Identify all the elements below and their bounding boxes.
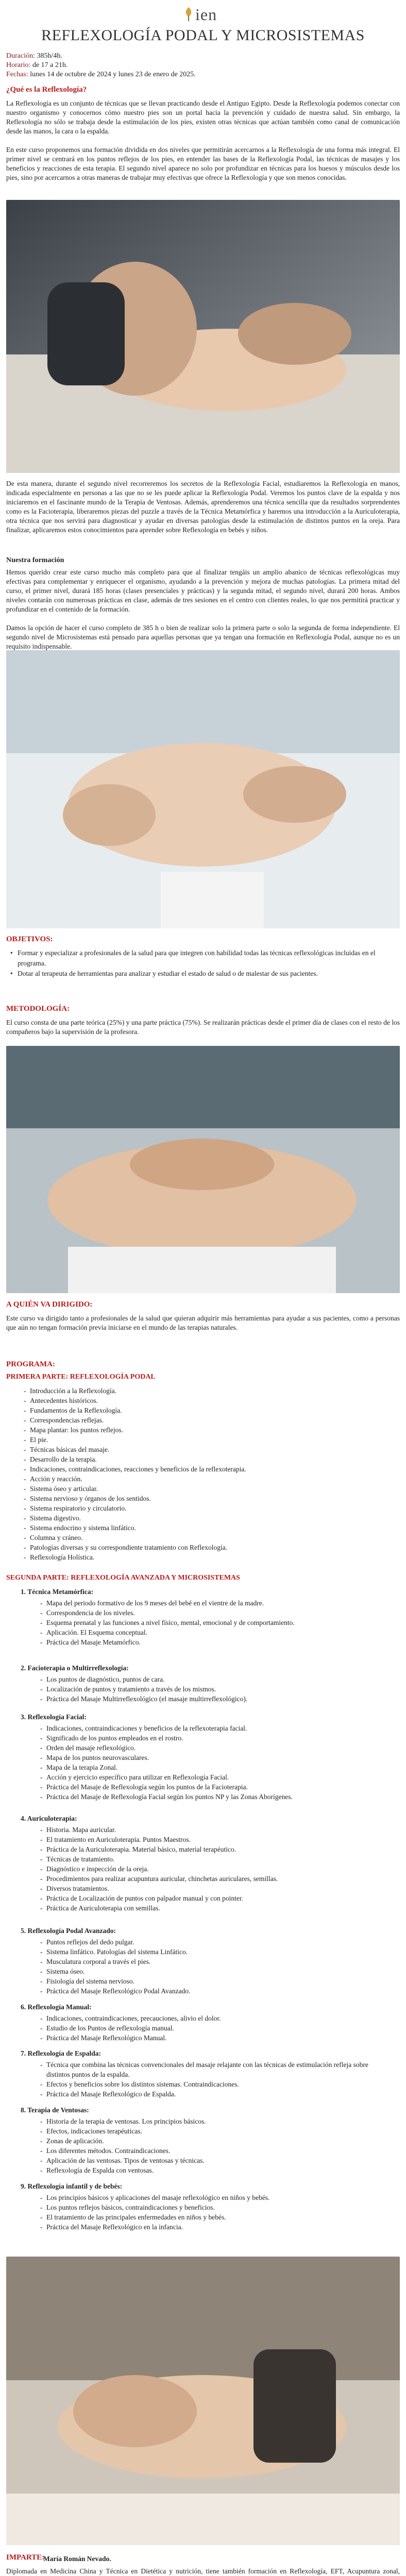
module-item: - Historia. Mapa auricular. [37, 1825, 393, 1835]
module-item: - Aplicación. El Esquema conceptual. [37, 1628, 393, 1637]
dirigido-title: A QUIÉN VA DIRIGIDO: [6, 1300, 93, 1309]
module-item: - Práctica de Localización de puntos con palpador manual y con pointer. [37, 1893, 393, 1903]
module-list [37, 1937, 393, 1996]
objetivo-item: • Dotar al terapeuta de herramientas para analizar y estudiar el estado de salud o de malestar de sus pacientes. [6, 969, 400, 979]
description-paragraph: De esta manera, durante el segundo nivel recorreremos los secretos de la Reflexología Facial, estudiaremos la Reflexología en manos, indicada especialmente en personas a las que no se les puede aplicar la Reflexología Podal. Veremos los puntos clave de la espalda y nos iniciaremos en el fascinante mundo de la Terapia de Ventosas. Además, aprenderemos una técnica sencilla que da resultados sorprendentes como es la Facioterapia, liberaremos piezas del puzzle a través de la Técnica Metamórfica y haremos una introducción a la Auriculoterapia, otra técnica que nos servirá para diagnosticar y ayudar en diversas patologías desde la estimulación de distintos puntos en la oreja. Para finalizar, aplicaremos estos conocimientos para aprender sobre Reflexología en bebés y niños. [6, 480, 400, 534]
module-item: - Los puntos de diagnóstico, puntos de cara. [37, 1674, 393, 1684]
schedule-value: de 17 a 21h. [32, 61, 68, 69]
module-title: 3. Reflexología Facial: [21, 1713, 87, 1721]
module-list [37, 1723, 393, 1802]
module-item: - Efectos, indicaciones terapéuticas. [37, 2126, 393, 2136]
duration-label: Duración: [6, 52, 35, 60]
module-item: - Práctica del Masaje Reflexológico Podal Avanzado. [37, 1986, 393, 1996]
module-item: - Fisiología del sistema nervioso. [37, 1976, 393, 1986]
objetivo-item: • Formar y especializar a profesionales de la salud para que integren con habilidad todas las técnicas reflexológicas incluidas en el programa. [6, 948, 400, 969]
parte1-item: - Mapa plantar: los puntos reflejos. [21, 1425, 392, 1435]
module-title: 5. Reflexología Podal Avanzado: [21, 1927, 116, 1935]
course-meta [6, 52, 196, 79]
parte1-item: - Sistema digestivo. [21, 1513, 392, 1523]
parte1-item: - Sistema óseo y articular. [21, 1484, 392, 1494]
module-item: - Sistema óseo. [37, 1967, 393, 1976]
module-item: - Práctica del Masaje Reflexológico de Espalda. [37, 2089, 393, 2099]
module-item: - Diagnóstico e inspección de la oreja. [37, 1864, 393, 1874]
parte1-item: - Desarrollo de la terapia. [21, 1454, 392, 1464]
brand-logo-text: ien [195, 5, 217, 24]
module-item: - Significado de los puntos empleados en el rostro. [37, 1733, 393, 1743]
parte1-item: - Fundamentos de la Reflexología. [21, 1405, 392, 1415]
teacher-name: María Román Nevado. [43, 2555, 111, 2563]
dates-label: Fechas: [6, 71, 28, 78]
module-item: - Mapa del periodo formativo de los 9 meses del bebé en el vientre de la madre. [37, 1598, 393, 1608]
module-item: - Práctica del Masaje de Reflexología según los puntos de la Facioterapia. [37, 1782, 393, 1792]
module-item: - Correspondencia de los niveles. [37, 1608, 393, 1618]
module-item: - Técnicas de tratamiento. [37, 1854, 393, 1864]
module-list [37, 2116, 393, 2175]
page-title: REFLEXOLOGÍA PODAL Y MICROSISTEMAS [41, 27, 365, 44]
metodologia-paragraph: El curso consta de una parte teórica (25%) y una parte práctica (75%). Se realizarán prácticas desde el primer día de clases con el resto de los compañeros bajo la supervisión de la profesora. [6, 1019, 400, 1036]
parte1-item: - Sistema endocrino y sistema linfático. [21, 1523, 392, 1533]
module-item: - Aplicación de las ventosas. Tipos de ventosas y técnicas. [37, 2156, 393, 2165]
module-item: - Esquema prenatal y las funciones a nivel físico, mental, emocional y de comportamiento. [37, 1618, 393, 1628]
module-item: - Los principios básicos y aplicaciones del masaje reflexológico en niños y bebés. [37, 2193, 393, 2202]
module-item: - Historia de la terapia de ventosas. Los principios básicos. [37, 2116, 393, 2126]
module-item: - Práctica del Masaje Metamórfico. [37, 1637, 393, 1647]
module-item: - El tratamiento de las principales enfermedades en niños y bebés. [37, 2212, 393, 2222]
parte1-item: - Acción y reacción. [21, 1474, 392, 1484]
module-title: 8. Terapia de Ventosas: [21, 2106, 89, 2114]
intro-paragraph-2: En este curso proponemos una formación dividida en dos niveles que permitirán acercarnos a la Reflexología de una forma más integral. El primer nivel se centrará en los puntos reflejos de los pies, en entender las bases de la Reflexología Podal, las técnicas de masajes y los beneficios y reacciones de esta terapia. El segundo nivel aparece no solo por profundizar en técnicas para los huesos y músculos desde los pies, sino por acercarnos a otras maneras de trabajar muy efectivas que ofrece la Reflexología y que son menos conocidas. [6, 146, 400, 181]
parte1-item: - Columna y cráneo. [21, 1533, 392, 1543]
module-list [37, 1825, 393, 1913]
programa-title: PROGRAMA: [6, 1360, 55, 1368]
module-item: - Práctica del Masaje Multirreflexológico (el masaje multirreflexológico). [37, 1694, 393, 1704]
objetivos-list [6, 948, 400, 979]
module-title: 1. Técnica Metamórfica: [21, 1588, 94, 1596]
module-item: - Práctica de Auriculoterapia con semillas. [37, 1903, 393, 1913]
back-massage-illustration [6, 1046, 400, 1293]
parte1-item: - Reflexología Holística. [21, 1552, 392, 1562]
module-item: - Efectos y beneficios sobre los distintos sistemas. Contraindicaciones. [37, 2079, 393, 2089]
parte1-item: - Técnicas básicas del masaje. [21, 1445, 392, 1454]
foot-massage-illustration [6, 200, 400, 473]
dates-value: lunes 14 de octubre de 2024 y lunes 23 de enero de 2025. [30, 71, 196, 78]
parte1-item: - Indicaciones, contraindicaciones, reacciones y beneficios de la reflexoterapia. [21, 1464, 392, 1474]
schedule-label: Horario: [6, 61, 31, 69]
hand-treatment-illustration [6, 650, 400, 928]
parte1-item: - Patologías diversas y su correspondiente tratamiento con Reflexología. [21, 1543, 392, 1552]
dirigido-paragraph: Este curso va dirigido tanto a profesionales de la salud que quieran adquirir más herramientas para ayudar a sus pacientes, como a personas que aún no tengan formación previa iniciarse en el mundo de las terapias naturales. [6, 1314, 400, 1331]
module-list [37, 2193, 393, 2232]
parte1-item: - Correspondencias reflejas. [21, 1415, 392, 1425]
module-list [37, 2060, 393, 2099]
parte1-list [21, 1386, 392, 1562]
module-item: - Práctica de la Auriculoterapia. Material básico, material terapéutico. [37, 1844, 393, 1854]
back-massage-photo [6, 1046, 400, 1293]
module-item: - Orden del masaje reflexológico. [37, 1743, 393, 1753]
module-item: - Zonas de aplicación. [37, 2136, 393, 2146]
module-item: - Indicaciones, contraindicaciones y beneficios de la reflexoterapia facial. [37, 1723, 393, 1733]
module-list [37, 1598, 393, 1647]
parte1-item: - Antecedentes históricos. [21, 1396, 392, 1405]
hand-treatment-photo [6, 650, 400, 928]
parte1-item: - El pie. [21, 1435, 392, 1445]
module-item: - Localización de puntos y tratamiento a través de los mismos. [37, 1684, 393, 1694]
module-item: - Indicaciones, contraindicaciones, precauciones, alivio el dolor. [37, 2013, 393, 2023]
module-item: - Acción y ejercicio específico para utilizar en Reflexología Facial. [37, 1772, 393, 1782]
module-list [37, 2013, 393, 2043]
imparte-title: IMPARTE: [6, 2553, 45, 2562]
brand-logo [183, 4, 224, 25]
parte1-item: - Sistema nervioso y órganos de los sentidos. [21, 1494, 392, 1503]
module-item: - Práctica del Masaje Reflexológico en la infancia. [37, 2222, 393, 2232]
reflexology-photo [6, 200, 400, 473]
module-item: - Práctica del Masaje Reflexológico Manual. [37, 2033, 393, 2043]
therapy-room-photo [6, 2257, 400, 2545]
parte1-title: PRIMERA PARTE: REFLEXOLOGÍA PODAL [6, 1373, 156, 1381]
module-item: - Los diferentes métodos. Contraindicaciones. [37, 2146, 393, 2156]
metodologia-title: METODOLOGÍA: [6, 1005, 70, 1013]
module-title: 9. Reflexología infantil y de bebés: [21, 2182, 123, 2190]
module-title: 6. Reflexología Manual: [21, 2003, 92, 2011]
parte1-item: - Sistema respiratorio y circulatorio. [21, 1503, 392, 1513]
teacher-bio: Diplomada en Medicina China y Técnica en Dietética y nutrición, tiene también formación en Reflexología, EFT, Acupuntura zonal, [6, 2567, 400, 2575]
parte2-title: SEGUNDA PARTE: REFLEXOLOGÍA AVANZADA Y MICROSISTEMAS [6, 1574, 240, 1582]
nuestra-paragraph-2: Damos la opción de hacer el curso completo de 385 h o bien de realizar solo la primera parte o solo la segunda de forma independiente. El segundo nivel de Microsistemas está pensado para aquellas personas que ya tengan una formación en Reflexología Podal, aunque no es un requisito indispensable. [6, 624, 400, 650]
tree-logo-icon [183, 6, 194, 22]
module-item: - Reflexología de Espalda con ventosas. [37, 2165, 393, 2175]
objetivos-title: OBJETIVOS: [6, 935, 53, 943]
module-title: 7. Reflexología de Espalda: [21, 2049, 102, 2057]
module-item: - Mapa de los puntos neurovasculares. [37, 1753, 393, 1762]
intro-title: ¿Qué es la Reflexología? [6, 86, 87, 94]
module-item: - Diversos tratamientos. [37, 1884, 393, 1893]
module-item: - Los puntos reflejos básicos, contraindicaciones y beneficios. [37, 2202, 393, 2212]
module-item: - Sistema linfático. Patologías del sistema Linfático. [37, 1947, 393, 1957]
module-item: - El tratamiento en Auriculoterapia. Puntos Maestros. [37, 1835, 393, 1844]
nuestra-title: Nuestra formación [6, 556, 64, 564]
module-item: - Puntos reflejos del dedo pulgar. [37, 1937, 393, 1947]
module-item: - Estudio de los Puntos de reflexología manual. [37, 2023, 393, 2033]
nuestra-paragraph-1: Hemos querido crear este curso mucho más completo para que al finalizar tengáis un amplio abanico de técnicas reflexológicas muy efectivas para complementar y enriquecer el organismo, ayudando a la prevención y mejora de muchas patologías. La primera mitad del curso, el primer nivel, durará 185 horas (clases presenciales y prácticas) y la segunda mitad, el segundo nivel, durará 200 horas. Ambos niveles contarán con numerosas prácticas en clase, además de tres sesiones en el centro con clientes reales, lo que nos permitirá practicar y profundizar en el contenido de la formación. [6, 568, 400, 613]
module-item: - Técnica que combina las técnicas convencionales del masaje relajante con las técnicas de estimulación refleja sobre distintos puntos de la espalda. [37, 2060, 393, 2079]
therapy-room-illustration [6, 2257, 400, 2545]
module-item: - Procedimientos para realizar acupuntura auricular, chinchetas auriculares, semillas. [37, 1874, 393, 1884]
module-title: 4. Auriculoterapia: [21, 1815, 77, 1822]
module-item: - Musculatura corporal a través el pies. [37, 1957, 393, 1967]
module-list [37, 1674, 393, 1704]
parte1-item: - Introducción a la Reflexología. [21, 1386, 392, 1396]
module-item: - Práctica del Masaje de Reflexología Facial según los puntos NP y las Zonas Aborígenes. [37, 1792, 393, 1802]
intro-paragraph-1: La Reflexología es un conjunto de técnicas que se llevan practicando desde el Antiguo Egipto. Desde la Reflexología podemos conectar con nuestro organismo y conocernos cómo nuestro pies son un portal hacia la prevención y cuidado de nuestra salud. Sin embargo, la Reflexología no sólo se trabaja desde la estimulación de los pies, existen otras técnicas que actúan también como canal de comunicación desde las manos, la cara o la espalda. [6, 99, 400, 135]
duration-value: 385h/4h. [37, 52, 62, 60]
module-item: - Mapa de la terapia Zonal. [37, 1762, 393, 1772]
module-title: 2. Facioterapia o Multirreflexología: [21, 1664, 129, 1672]
